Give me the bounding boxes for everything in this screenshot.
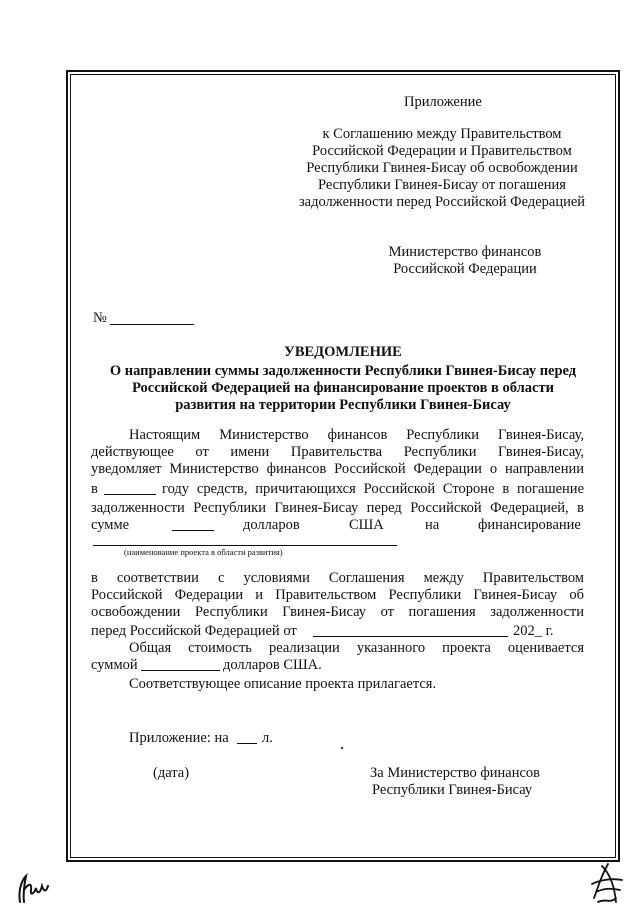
body-p2-line-1: в соответствии с условиями Соглашения между Правительством [91, 570, 584, 586]
addressee-line-2: Российской Федерации [393, 261, 537, 277]
body-p2-line-3: освобождении Республики Гвинея-Бисау от погашения задолженности [91, 604, 584, 620]
number-label: № [93, 310, 107, 326]
body-p2-line-4-a: перед Российской Федерацией от [91, 623, 297, 639]
body-p1-line-4-b: году средств, причитающихся Российской Стороне в погашение [162, 481, 584, 497]
date-label: (дата) [153, 765, 190, 781]
appendix-ref-line-1: к Соглашению между Правительством [322, 126, 562, 142]
appendix-ref-line-3: Республики Гвинея-Бисау об освобождении [306, 160, 578, 176]
notice-title: УВЕДОМЛЕНИЕ [284, 344, 402, 360]
stray-mark [341, 747, 343, 749]
amount-blank [172, 530, 214, 531]
attachment-pages-suffix: л. [262, 730, 273, 746]
body-p2-line-2: Российской Федерации и Правительством Республики Гвинея-Бисау об [91, 587, 584, 603]
body-p1-line-6-c: США [349, 517, 384, 533]
body-p1-line-6-a: сумме [91, 517, 130, 533]
body-p1-line-5: задолженности Республики Гвинея-Бисау перед Российской Федерацией, в [91, 500, 584, 516]
signature-block-line-2: Республики Гвинея-Бисау [372, 782, 533, 798]
appendix-title: Приложение [404, 94, 482, 110]
attachment-pages-blank [237, 743, 257, 744]
body-p2-line-4-b: 202_ г. [513, 623, 554, 639]
body-p1-line-2: действующее от имени Правительства Республики Гвинея-Бисау, [91, 444, 584, 460]
number-blank [110, 324, 194, 325]
body-p1-line-6-b: долларов [243, 517, 300, 533]
agreement-date-blank [313, 636, 508, 637]
project-name-blank [93, 545, 397, 546]
appendix-ref-line-5: задолженности перед Российской Федерацией [298, 194, 586, 210]
notice-subtitle-line-3: развития на территории Республики Гвинея-Бисау [175, 397, 511, 413]
appendix-ref-line-2: Российской Федерации и Правительством [312, 143, 572, 159]
notice-subtitle-line-2: Российской Федерацией на финансирование проектов в области [132, 380, 554, 396]
body-p1-line-6-d: на [425, 517, 440, 533]
body-p4: Соответствующее описание проекта прилагается. [129, 676, 437, 692]
project-caption: (наименование проекта в области развития) [124, 547, 283, 557]
body-p3-line-1: Общая стоимость реализации указанного проекта оценивается [129, 640, 584, 656]
notice-subtitle-line-1: О направлении суммы задолженности Республики Гвинея-Бисау перед [109, 363, 577, 379]
addressee-line-1: Министерство финансов [388, 244, 542, 260]
body-p3-line-2-b: долларов США. [223, 657, 322, 673]
body-p1-line-4-a: в [91, 481, 98, 497]
year-blank [104, 494, 156, 495]
signature-block-line-1: За Министерство финансов [370, 765, 540, 781]
body-p1-line-6-e: финансирование [478, 517, 581, 533]
initials-left-signature [14, 872, 52, 906]
body-p3-line-2-a: суммой [91, 657, 138, 673]
total-cost-blank [141, 670, 220, 671]
initials-right-signature [586, 858, 626, 908]
appendix-ref-line-4: Республики Гвинея-Бисау от погашения [318, 177, 566, 193]
body-p1-line-1: Настоящим Министерство финансов Республики Гвинея-Бисау, [129, 427, 584, 443]
attachment-label: Приложение: на [129, 730, 229, 746]
body-p1-line-3: уведомляет Министерство финансов Российской Федерации о направлении [91, 461, 584, 477]
